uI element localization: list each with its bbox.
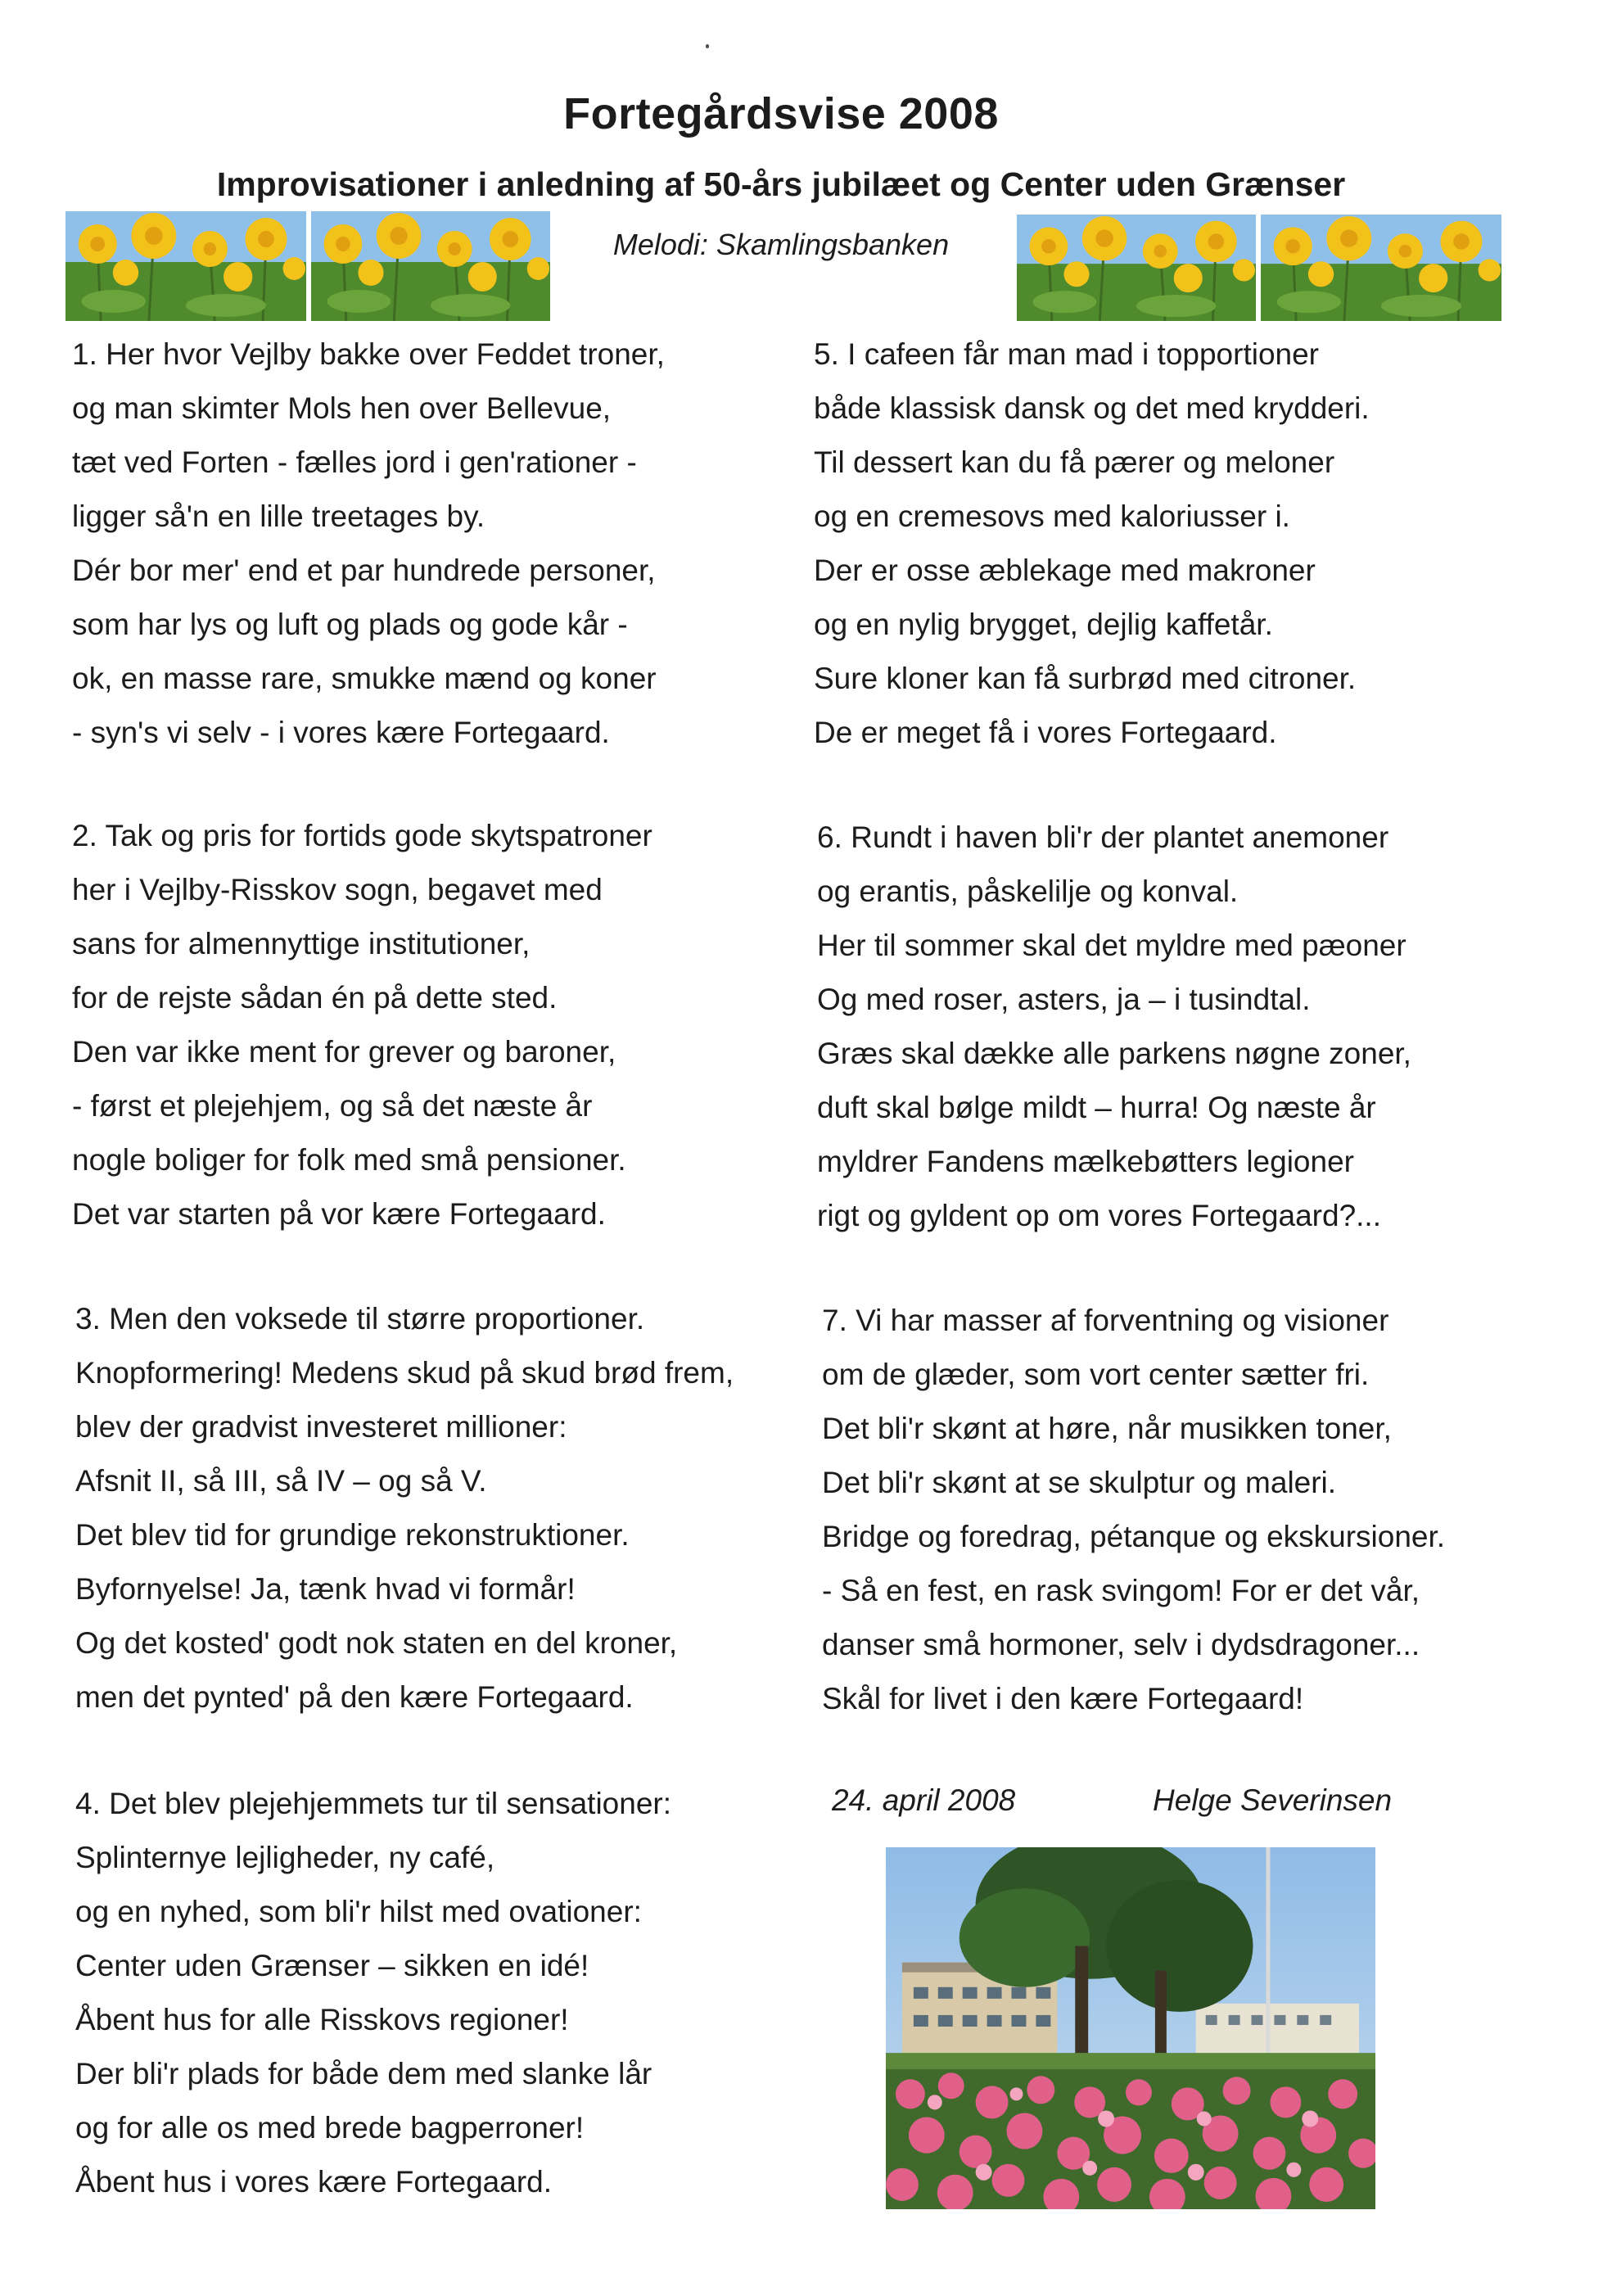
stanza-line: men det pynted' på den kære Fortegaard. [75, 1680, 634, 1714]
stanza-line: 2. Tak og pris for fortids gode skytspatroner [72, 819, 652, 852]
stanza-line: 1. Her hvor Vejlby bakke over Feddet troner, [72, 337, 665, 371]
stanza-line: både klassisk dansk og det med krydderi. [814, 391, 1370, 425]
scan-speck [706, 44, 709, 48]
dandelion-photo-1 [65, 211, 306, 321]
stanza-line: og en cremesovs med kaloriusser i. [814, 499, 1290, 533]
stanza-line: og erantis, påskelilje og konval. [817, 875, 1239, 908]
dandelion-photo-3 [1017, 215, 1256, 321]
stanza-line: Her til sommer skal det myldre med pæoner [817, 929, 1407, 962]
stanza-line: Den var ikke ment for grever og baroner, [72, 1035, 616, 1069]
stanza-line: 6. Rundt i haven bli'r der plantet anemoner [817, 820, 1389, 854]
stanza-line: Knopformering! Medens skud på skud brød frem, [75, 1356, 734, 1390]
stanza-3 [75, 1292, 734, 1724]
stanza-line: tæt ved Forten - fælles jord i gen'rationer - [72, 445, 637, 479]
signature-date: 24. april 2008 [832, 1783, 1016, 1817]
stanza-line: Afsnit II, så III, så IV – og så V. [75, 1464, 487, 1498]
stanza-line: - Så en fest, en rask svingom! For er det vår, [822, 1574, 1420, 1607]
stanza-line: sans for almennyttige institutioner, [72, 927, 531, 960]
stanza-line: Det var starten på vor kære Fortegaard. [72, 1197, 606, 1231]
stanza-line: ok, en masse rare, smukke mænd og koner [72, 662, 657, 695]
stanza-line: Sure kloner kan få surbrød med citroner. [814, 662, 1357, 695]
stanza-line: Byfornyelse! Ja, tænk hvad vi formår! [75, 1572, 576, 1606]
stanza-1 [72, 328, 665, 760]
stanza-line: 4. Det blev plejehjemmets tur til sensationer: [75, 1787, 672, 1820]
stanza-line: Åbent hus for alle Risskovs regioner! [75, 2003, 569, 2036]
stanza-line: Og det kosted' godt nok staten en del kroner, [75, 1626, 678, 1660]
stanza-line: 7. Vi har masser af forventning og visioner [822, 1304, 1389, 1337]
stanza-line: danser små hormoner, selv i dydsdragoner... [822, 1628, 1420, 1661]
stanza-line: - først et plejehjem, og så det næste år [72, 1089, 593, 1123]
stanza-line: om de glæder, som vort center sætter fri. [822, 1358, 1370, 1391]
stanza-7 [822, 1294, 1445, 1726]
stanza-line: ligger så'n en lille treetages by. [72, 499, 485, 533]
stanza-line: som har lys og luft og plads og gode kår - [72, 608, 628, 641]
stanza-line: duft skal bølge mildt – hurra! Og næste år [817, 1091, 1376, 1124]
signature-author: Helge Severinsen [1153, 1783, 1393, 1817]
stanza-line: Der er osse æblekage med makroner [814, 554, 1316, 587]
stanza-line: Skål for livet i den kære Fortegaard! [822, 1682, 1304, 1715]
stanza-line: og man skimter Mols hen over Bellevue, [72, 391, 612, 425]
page-subtitle: Improvisationer i anledning af 50-års jubilæet og Center uden Grænser [216, 165, 1346, 203]
stanza-line: her i Vejlby-Risskov sogn, begavet med [72, 873, 603, 906]
stanza-line: Og med roser, asters, ja – i tusindtal. [817, 983, 1311, 1016]
stanza-6 [817, 811, 1411, 1243]
stanza-line: De er meget få i vores Fortegaard. [814, 716, 1277, 749]
stanza-line: myldrer Fandens mælkebøtters legioner [817, 1145, 1354, 1178]
stanza-line: og for alle os med brede bagperroner! [75, 2111, 585, 2145]
stanza-line: Det blev tid for grundige rekonstruktioner. [75, 1518, 630, 1552]
stanza-line: Til dessert kan du få pærer og meloner [814, 445, 1335, 479]
stanza-line: Splinternye lejligheder, ny café, [75, 1841, 495, 1874]
stanza-line: Det bli'r skønt at høre, når musikken toner, [822, 1412, 1392, 1445]
nursing-home-photo [886, 1847, 1375, 2209]
stanza-line: Åbent hus i vores kære Fortegaard. [75, 2165, 553, 2199]
stanza-5 [814, 328, 1370, 760]
stanza-line: for de rejste sådan én på dette sted. [72, 981, 558, 1015]
stanza-line: rigt og gyldent op om vores Fortegaard?... [817, 1199, 1381, 1232]
stanza-line: 5. I cafeen får man mad i topportioner [814, 337, 1320, 371]
stanza-line: Dér bor mer' end et par hundrede personer, [72, 554, 656, 587]
melody-note: Melodi: Skamlingsbanken [612, 228, 950, 261]
stanza-line: og en nylig brygget, dejlig kaffetår. [814, 608, 1273, 641]
stanza-4 [75, 1777, 671, 2209]
stanza-2 [72, 809, 652, 1241]
stanza-line: og en nyhed, som bli'r hilst med ovationer: [75, 1895, 642, 1928]
stanza-line: nogle boliger for folk med små pensioner. [72, 1143, 626, 1177]
stanza-line: Det bli'r skønt at se skulptur og maleri. [822, 1466, 1337, 1499]
stanza-line: Græs skal dække alle parkens nøgne zoner, [817, 1037, 1411, 1070]
stanza-line: Center uden Grænser – sikken en idé! [75, 1949, 589, 1982]
stanza-line: blev der gradvist investeret millioner: [75, 1410, 567, 1444]
stanza-line: Der bli'r plads for både dem med slanke lår [75, 2057, 652, 2090]
stanza-line: 3. Men den voksede til større proportioner. [75, 1302, 645, 1336]
dandelion-photo-4 [1261, 215, 1501, 321]
stanza-line: - syn's vi selv - i vores kære Fortegaard. [72, 716, 610, 749]
stanza-line: Bridge og foredrag, pétanque og ekskursioner. [822, 1520, 1446, 1553]
page-title: Fortegårdsvise 2008 [563, 89, 999, 138]
dandelion-photo-2 [311, 211, 550, 321]
